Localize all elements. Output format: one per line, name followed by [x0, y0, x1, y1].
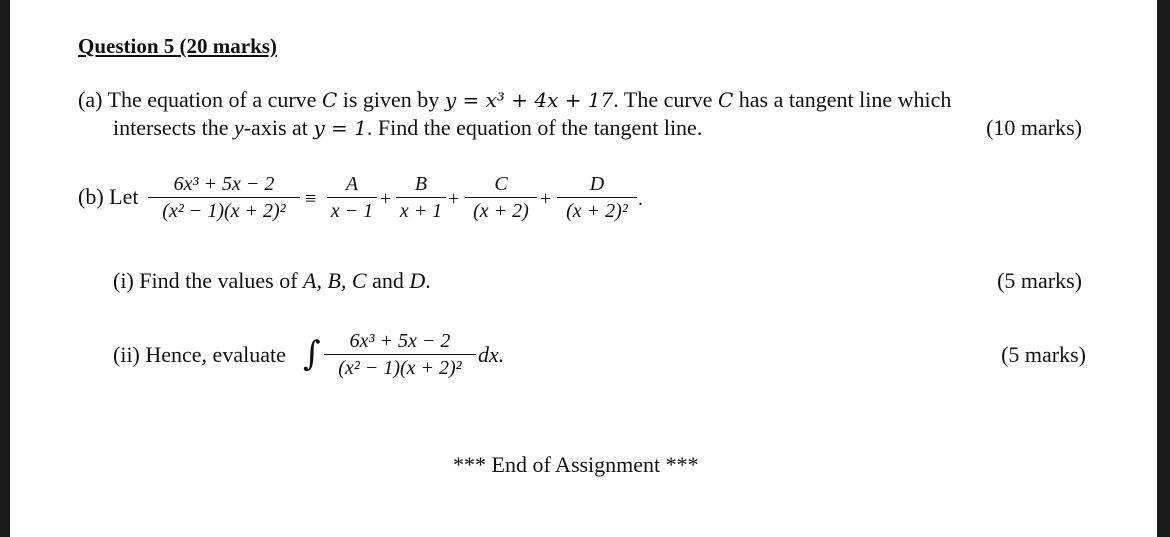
left-dark-border: [0, 0, 10, 537]
part-i-line: [113, 268, 431, 294]
term-d-numerator: D: [589, 173, 605, 195]
plus-sign: +: [380, 188, 392, 210]
dx-term: dx.: [478, 342, 505, 367]
lhs-fraction: [148, 173, 300, 222]
integrand-denominator: (x² − 1)(x + 2)²: [338, 357, 462, 379]
part-ii-marks: (5 marks): [1001, 342, 1086, 367]
part-b-label: (b) Let: [78, 184, 139, 209]
integrand-numerator: 6x³ + 5x − 2: [349, 330, 451, 352]
intercept-equation: y = 1: [313, 116, 367, 140]
part-a-line-2: [113, 115, 702, 141]
part-i-vars: A, B, C: [303, 268, 367, 293]
axis-variable: y: [233, 115, 244, 140]
lhs-denominator: (x² − 1)(x + 2)²: [162, 200, 286, 222]
equivalence-sign: ≡: [305, 188, 317, 210]
term-d-denominator: (x + 2)²: [566, 200, 628, 222]
part-i-label: (i) Find the values of: [113, 268, 298, 293]
curve-name-2: C: [717, 88, 734, 112]
curve-name: C: [321, 88, 338, 112]
period: .: [638, 188, 643, 210]
term-b-fraction: [396, 173, 446, 222]
part-i-end: .: [425, 268, 431, 293]
part-a-text-7: . Find the equation of the tangent line.: [366, 115, 703, 140]
part-a-text-1: The equation of a curve: [107, 87, 317, 112]
part-a-line-1: [78, 87, 951, 113]
term-b-denominator: x + 1: [399, 200, 443, 222]
integral-sign: ∫: [303, 334, 321, 374]
part-ii-label: (ii) Hence, evaluate: [113, 342, 286, 367]
part-a-text-6: -axis at: [243, 115, 308, 140]
term-a-fraction: [327, 173, 377, 222]
question-title: Question 5 (20 marks): [78, 34, 277, 58]
part-i-last-var: D: [409, 268, 426, 293]
plus-sign: +: [540, 188, 552, 210]
term-d-fraction: [557, 173, 637, 222]
lhs-numerator: 6x³ + 5x − 2: [173, 173, 275, 195]
part-a-marks: (10 marks): [986, 115, 1082, 140]
part-i-marks: (5 marks): [997, 268, 1082, 293]
part-a-label: (a): [78, 87, 103, 112]
term-c-denominator: (x + 2): [473, 200, 529, 222]
end-of-assignment: *** End of Assignment ***: [453, 452, 699, 477]
curve-equation: y = x³ + 4x + 17: [444, 88, 614, 112]
part-a-text-5: intersects the: [113, 115, 229, 140]
part-a-text-4: has a tangent line which: [738, 87, 952, 112]
part-a-text-2: is given by: [342, 87, 440, 112]
term-a-denominator: x − 1: [330, 200, 374, 222]
integrand-fraction: [324, 330, 476, 379]
plus-sign: +: [448, 188, 460, 210]
part-a-text-3: . The curve: [613, 87, 713, 112]
part-i-and: and: [372, 268, 404, 293]
right-dark-border: [1157, 0, 1170, 537]
term-c-fraction: [465, 173, 537, 222]
term-c-numerator: C: [494, 173, 508, 195]
term-b-numerator: B: [414, 173, 428, 195]
term-a-numerator: A: [345, 173, 359, 195]
